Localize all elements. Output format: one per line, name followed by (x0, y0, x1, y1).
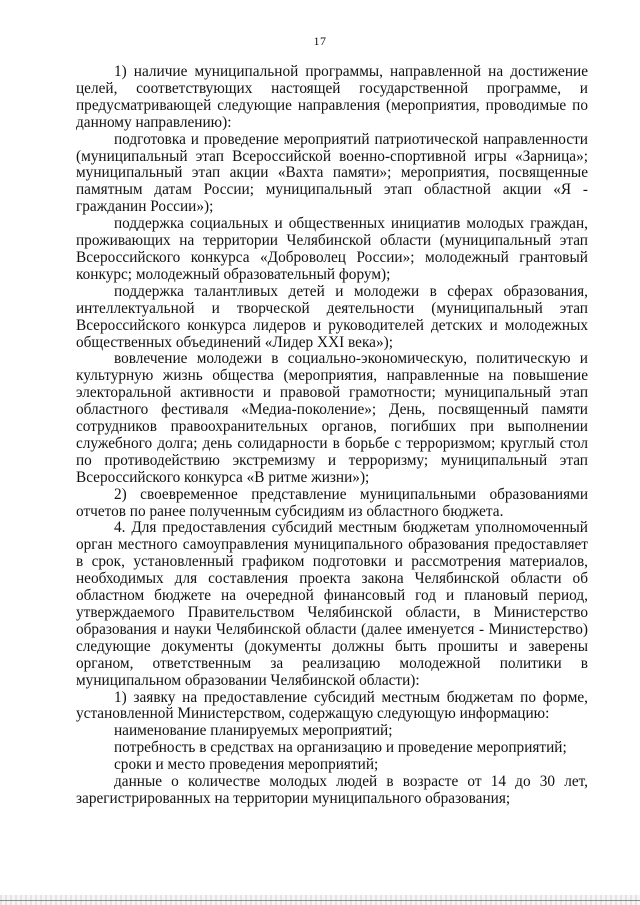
paragraph-patriotic-events: подготовка и проведение мероприятий патриотической направленности (муниципальный этап Всероссийской военно-спортивной игры «Зарница»; муниципальный этап акции «Вахта памяти»; мероприятия, посвященные памятным датам России; муниципальный этап областной акции «Я - гражданин России»); (76, 130, 588, 216)
paragraph-social-initiatives: поддержка социальных и общественных инициатив молодых граждан, проживающих на территории Челябинской области (муниципальный этап Всероссийского конкурса «Доброволец России»; молодежный грантовый конкурс; молодежный образовательный форум); (76, 215, 588, 283)
scan-bottom-line (0, 900, 640, 901)
paragraph-timely-reports: 2) своевременное представление муниципальными образованиями отчетов по ранее полученным субсидиям из областного бюджета. (76, 485, 588, 520)
paragraph-talented-youth: поддержка талантливых детей и молодежи в сферах образования, интеллектуальной и творческой деятельности (муниципальный этап Всероссийского конкурса лидеров и руководителей детских и молодежных общественных объединений «Лидер XXI века»); (76, 282, 588, 351)
list-item-dates-places: сроки и место проведения мероприятий; (114, 756, 379, 774)
list-item-event-names: наименование планируемых мероприятий; (114, 722, 393, 740)
paragraph-subsidy-application: 1) заявку на предоставление субсидий местным бюджетам по форме, установленной Министерством, содержащую следующую информацию: (76, 688, 588, 723)
paragraph-youth-involvement: вовлечение молодежи в социально-экономическую, политическую и культурную жизнь общества (мероприятия, направленные на повышение электоральной активности и правовой грамотности; муниципальный этап областного фестиваля «Медиа-поколение»; День, посвященный памяти сотрудников правоохранительных органов, погибших при выполнении служебного долга; день солидарности в борьбе с терроризмом; круглый стол по противодействию экстремизму и терроризму; муниципальный этап Всероссийского конкурса «В ритме жизни»); (76, 350, 588, 486)
document-body (76, 64, 588, 808)
paragraph-documents-submission: 4. Для предоставления субсидий местным бюджетам уполномоченный орган местного самоуправления муниципального образования предоставляет в срок, установленный графиком подготовки и рассмотрения материалов, необходимых для составления проекта закона Челябинской области об областном бюджете на очередной финансовый год и плановый период, утверждаемого Правительством Челябинской области, в Министерство образования и науки Челябинской области (далее именуется - Министерство) следующие документы (документы должны быть прошиты и заверены органом, ответственным за реализацию молодежной политики в муниципальном образовании Челябинской области): (76, 519, 588, 689)
list-item-youth-count: данные о количестве молодых людей в возрасте от 14 до 30 лет, зарегистрированных на территории муниципального образования; (76, 773, 588, 807)
page-number: 17 (313, 34, 327, 48)
paragraph-municipal-program: 1) наличие муниципальной программы, направленной на достижение целей, соответствующих настоящей государственной программе, и предусматривающей следующие направления (мероприятия, проводимые по данному направлению): (76, 63, 588, 131)
list-item-funding-needs: потребность в средствах на организацию и проведение мероприятий; (114, 739, 567, 757)
